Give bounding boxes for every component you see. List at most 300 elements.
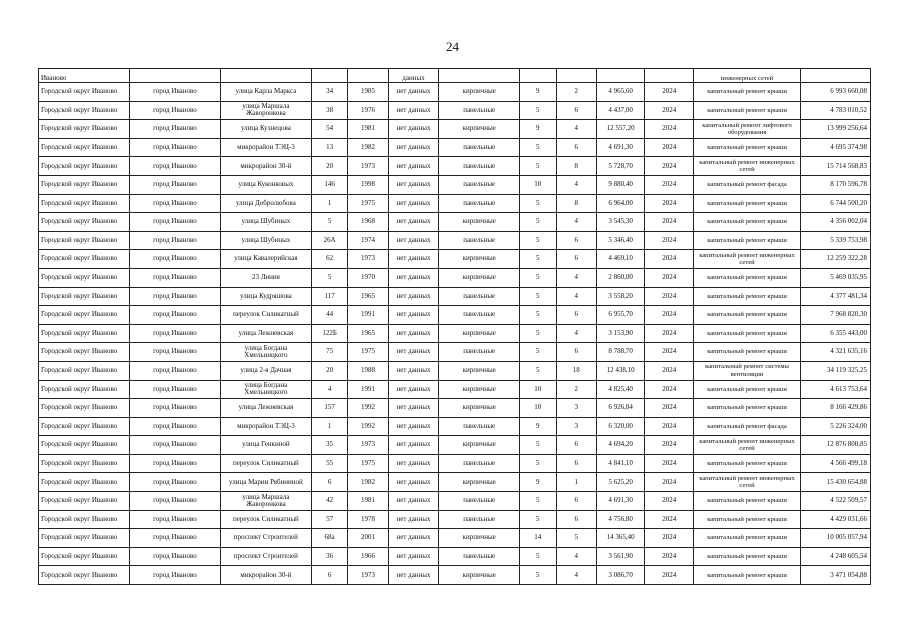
cell-house: 5 <box>311 268 347 287</box>
cell-year: 1965 <box>348 287 388 306</box>
cell-floors: 9 <box>520 120 556 139</box>
cell-floors: 5 <box>520 454 556 473</box>
cell-house: 75 <box>311 343 347 362</box>
cell-house: 157 <box>311 399 347 418</box>
cell-house: 146 <box>311 175 347 194</box>
cell-area <box>596 69 645 83</box>
cell-area: 6 964,00 <box>596 194 645 213</box>
cell-street <box>220 69 311 83</box>
table-row <box>39 454 871 473</box>
cell-municipality: Городской округ Иваново <box>39 417 130 436</box>
cell-work-type: капитальный ремонт крыши <box>693 399 800 418</box>
cell-area: 4 825,40 <box>596 380 645 399</box>
cell-plan-year: 2024 <box>645 547 694 566</box>
cell-area: 5 346,40 <box>596 231 645 250</box>
cell-street: микрорайон 30-й <box>220 157 311 176</box>
table-row <box>39 417 871 436</box>
cell-wall-material: панельные <box>439 510 520 529</box>
cell-municipality: Городской округ Иваново <box>39 473 130 492</box>
cell-year: 1988 <box>348 361 388 380</box>
cell-municipality: Городской округ Иваново <box>39 175 130 194</box>
table-row <box>39 194 871 213</box>
cell-entrances <box>556 69 596 83</box>
cell-plan-year: 2024 <box>645 566 694 585</box>
cell-work-type: капитальный ремонт инженерных сетей <box>693 473 800 492</box>
cell-year: 1975 <box>348 454 388 473</box>
cell-house: 6 <box>311 566 347 585</box>
cell-area: 9 880,40 <box>596 175 645 194</box>
cell-cost: 15 430 654,88 <box>801 473 871 492</box>
cell-area: 3 545,30 <box>596 213 645 232</box>
cell-cost: 4 321 635,16 <box>801 343 871 362</box>
cell-house: 38 <box>311 101 347 120</box>
cell-year: 1985 <box>348 83 388 102</box>
cell-street: переулок Силикатный <box>220 454 311 473</box>
cell-street: улица Кудряшова <box>220 287 311 306</box>
cell-settlement: город Иваново <box>129 213 220 232</box>
cell-floors: 5 <box>520 138 556 157</box>
cell-floors: 5 <box>520 361 556 380</box>
cell-street: проспект Строителей <box>220 529 311 548</box>
cell-work-type: капитальный ремонт фасада <box>693 175 800 194</box>
cell-entrances: 6 <box>556 306 596 325</box>
table-row <box>39 547 871 566</box>
cell-plan-year: 2024 <box>645 120 694 139</box>
table-row <box>39 83 871 102</box>
cell-settlement: город Иваново <box>129 101 220 120</box>
cell-street: переулок Силикатный <box>220 510 311 529</box>
cell-data-status: нет данных <box>388 454 439 473</box>
cell-floors: 5 <box>520 213 556 232</box>
cell-settlement: город Иваново <box>129 380 220 399</box>
cell-wall-material: панельные <box>439 194 520 213</box>
cell-plan-year: 2024 <box>645 268 694 287</box>
cell-wall-material: панельные <box>439 287 520 306</box>
cell-floors: 5 <box>520 324 556 343</box>
cell-area: 12 557,20 <box>596 120 645 139</box>
cell-work-type: капитальный ремонт лифтового оборудования <box>693 120 800 139</box>
cell-street: переулок Силикатный <box>220 306 311 325</box>
cell-wall-material: кирпичные <box>439 213 520 232</box>
table-row <box>39 324 871 343</box>
cell-year: 2001 <box>348 529 388 548</box>
cell-work-type: капитальный ремонт крыши <box>693 231 800 250</box>
cell-house: 1 <box>311 194 347 213</box>
cell-street: улица Кузнецова <box>220 120 311 139</box>
cell-cost: 10 005 057,94 <box>801 529 871 548</box>
table-row <box>39 231 871 250</box>
cell-street: улица Марии Рябининой <box>220 473 311 492</box>
page-number: 24 <box>446 39 459 54</box>
table-row <box>39 361 871 380</box>
cell-year: 1976 <box>348 101 388 120</box>
cell-cost: 6 993 660,08 <box>801 83 871 102</box>
cell-municipality: Городской округ Иваново <box>39 454 130 473</box>
cell-municipality: Городской округ Иваново <box>39 510 130 529</box>
cell-year: 1968 <box>348 213 388 232</box>
table-row <box>39 120 871 139</box>
cell-plan-year: 2024 <box>645 324 694 343</box>
cell-plan-year: 2024 <box>645 101 694 120</box>
cell-cost: 3 471 054,88 <box>801 566 871 585</box>
cell-house: 34 <box>311 83 347 102</box>
cell-settlement: город Иваново <box>129 547 220 566</box>
table-row <box>39 399 871 418</box>
cell-floors: 10 <box>520 399 556 418</box>
cell-year: 1973 <box>348 250 388 269</box>
cell-street: микрорайон 30-й <box>220 566 311 585</box>
cell-municipality: Городской округ Иваново <box>39 101 130 120</box>
cell-entrances: 1 <box>556 473 596 492</box>
cell-house: 1 <box>311 417 347 436</box>
cell-street: улица Добролюбова <box>220 194 311 213</box>
cell-settlement: город Иваново <box>129 324 220 343</box>
cell-year: 1981 <box>348 120 388 139</box>
cell-street: улица Маршала Жаворонкова <box>220 101 311 120</box>
cell-wall-material: панельные <box>439 306 520 325</box>
cell-street: улица Шубиных <box>220 231 311 250</box>
cell-year: 1970 <box>348 268 388 287</box>
cell-work-type: капитальный ремонт крыши <box>693 454 800 473</box>
cell-plan-year: 2024 <box>645 380 694 399</box>
cell-area: 4 756,80 <box>596 510 645 529</box>
cell-settlement: город Иваново <box>129 454 220 473</box>
cell-year: 1978 <box>348 510 388 529</box>
cell-entrances: 4 <box>556 120 596 139</box>
cell-cost: 12 876 800,85 <box>801 436 871 455</box>
cell-entrances: 6 <box>556 343 596 362</box>
cell-area: 4 841,10 <box>596 454 645 473</box>
cell-data-status: нет данных <box>388 380 439 399</box>
cell-wall-material: кирпичные <box>439 399 520 418</box>
cell-floors: 10 <box>520 175 556 194</box>
cell-area: 4 469,10 <box>596 250 645 269</box>
table-row <box>39 380 871 399</box>
cell-entrances: 5 <box>556 529 596 548</box>
cell-area: 6 955,70 <box>596 306 645 325</box>
cell-year <box>348 69 388 83</box>
cell-work-type: капитальный ремонт крыши <box>693 324 800 343</box>
cell-entrances: 18 <box>556 361 596 380</box>
cell-municipality: Городской округ Иваново <box>39 380 130 399</box>
cell-settlement: город Иваново <box>129 417 220 436</box>
cell-street: улица Карла Маркса <box>220 83 311 102</box>
cell-wall-material: панельные <box>439 175 520 194</box>
cell-settlement: город Иваново <box>129 566 220 585</box>
cell-area: 4 691,30 <box>596 492 645 511</box>
cell-settlement: город Иваново <box>129 436 220 455</box>
cell-house <box>311 69 347 83</box>
cell-street: улица Маршала Жаворонкова <box>220 492 311 511</box>
table-body <box>39 69 871 585</box>
cell-house: 44 <box>311 306 347 325</box>
cell-wall-material: панельные <box>439 417 520 436</box>
cell-work-type: капитальный ремонт крыши <box>693 343 800 362</box>
cell-year: 1998 <box>348 175 388 194</box>
cell-plan-year: 2024 <box>645 510 694 529</box>
cell-entrances: 4 <box>556 287 596 306</box>
cell-municipality: Городской округ Иваново <box>39 120 130 139</box>
cell-wall-material: кирпичные <box>439 268 520 287</box>
cell-street: улица Кавалерийская <box>220 250 311 269</box>
cell-cost: 13 999 256,64 <box>801 120 871 139</box>
cell-settlement: город Иваново <box>129 268 220 287</box>
cell-cost: 6 744 500,20 <box>801 194 871 213</box>
cell-plan-year: 2024 <box>645 138 694 157</box>
cell-entrances: 8 <box>556 157 596 176</box>
cell-floors: 5 <box>520 101 556 120</box>
cell-work-type: капитальный ремонт крыши <box>693 287 800 306</box>
cell-entrances: 6 <box>556 231 596 250</box>
cell-wall-material <box>439 69 520 83</box>
cell-municipality: Городской округ Иваново <box>39 399 130 418</box>
cell-street: улица Лежневская <box>220 324 311 343</box>
cell-floors: 9 <box>520 83 556 102</box>
cell-municipality: Иваново <box>39 69 130 83</box>
cell-entrances: 6 <box>556 250 596 269</box>
cell-entrances: 6 <box>556 492 596 511</box>
cell-plan-year: 2024 <box>645 473 694 492</box>
cell-area: 4 437,00 <box>596 101 645 120</box>
cell-cost: 34 119 325,25 <box>801 361 871 380</box>
cell-settlement: город Иваново <box>129 510 220 529</box>
cell-settlement: город Иваново <box>129 120 220 139</box>
cell-entrances: 4 <box>556 268 596 287</box>
cell-settlement: город Иваново <box>129 361 220 380</box>
cell-work-type: капитальный ремонт инженерных сетей <box>693 250 800 269</box>
cell-settlement: город Иваново <box>129 529 220 548</box>
cell-plan-year: 2024 <box>645 194 694 213</box>
cell-entrances: 4 <box>556 324 596 343</box>
cell-house: 35 <box>311 436 347 455</box>
cell-year: 1991 <box>348 306 388 325</box>
cell-year: 1973 <box>348 436 388 455</box>
table-row <box>39 138 871 157</box>
cell-wall-material: кирпичные <box>439 566 520 585</box>
cell-floors: 5 <box>520 436 556 455</box>
cell-plan-year: 2024 <box>645 436 694 455</box>
table-row <box>39 268 871 287</box>
cell-cost: 4 429 031,66 <box>801 510 871 529</box>
cell-area: 14 365,40 <box>596 529 645 548</box>
cell-street: улица Богдана Хмельницкого <box>220 343 311 362</box>
cell-cost: 7 968 820,30 <box>801 306 871 325</box>
table-row <box>39 250 871 269</box>
cell-floors <box>520 69 556 83</box>
cell-work-type: капитальный ремонт крыши <box>693 268 800 287</box>
table-row <box>39 566 871 585</box>
cell-work-type: капитальный ремонт крыши <box>693 380 800 399</box>
cell-area: 4 691,30 <box>596 138 645 157</box>
cell-street: микрорайон ТЭЦ-3 <box>220 417 311 436</box>
cell-street: улица Лежневская <box>220 399 311 418</box>
cell-settlement: город Иваново <box>129 138 220 157</box>
cell-municipality: Городской округ Иваново <box>39 138 130 157</box>
cell-house: 20 <box>311 361 347 380</box>
cell-data-status: нет данных <box>388 194 439 213</box>
cell-plan-year: 2024 <box>645 492 694 511</box>
cell-data-status: нет данных <box>388 250 439 269</box>
cell-data-status: нет данных <box>388 324 439 343</box>
cell-house: 5 <box>311 213 347 232</box>
cell-data-status: нет данных <box>388 399 439 418</box>
cell-data-status: нет данных <box>388 83 439 102</box>
cell-settlement: город Иваново <box>129 306 220 325</box>
cell-year: 1975 <box>348 194 388 213</box>
cell-wall-material: панельные <box>439 101 520 120</box>
cell-municipality: Городской округ Иваново <box>39 529 130 548</box>
cell-floors: 14 <box>520 529 556 548</box>
cell-area: 3 086,70 <box>596 566 645 585</box>
cell-municipality: Городской округ Иваново <box>39 194 130 213</box>
cell-wall-material: кирпичные <box>439 120 520 139</box>
cell-municipality: Городской округ Иваново <box>39 361 130 380</box>
cell-house: 4 <box>311 380 347 399</box>
cell-municipality: Городской округ Иваново <box>39 306 130 325</box>
cell-street: улица Богдана Хмельницкого <box>220 380 311 399</box>
cell-area: 8 788,70 <box>596 343 645 362</box>
cell-house: 42 <box>311 492 347 511</box>
cell-settlement: город Иваново <box>129 83 220 102</box>
cell-floors: 5 <box>520 510 556 529</box>
cell-floors: 5 <box>520 231 556 250</box>
cell-plan-year: 2024 <box>645 287 694 306</box>
cell-entrances: 6 <box>556 510 596 529</box>
cell-cost: 12 259 322,28 <box>801 250 871 269</box>
cell-entrances: 3 <box>556 399 596 418</box>
cell-work-type: капитальный ремонт крыши <box>693 529 800 548</box>
cell-work-type: инженерных сетей <box>693 69 800 83</box>
cell-cost: 5 226 324,00 <box>801 417 871 436</box>
table-row <box>39 287 871 306</box>
cell-area: 2 860,00 <box>596 268 645 287</box>
cell-street: улица Шубиных <box>220 213 311 232</box>
cell-wall-material: кирпичные <box>439 361 520 380</box>
cell-work-type: капитальный ремонт крыши <box>693 510 800 529</box>
cell-data-status: нет данных <box>388 343 439 362</box>
cell-data-status: данных <box>388 69 439 83</box>
cell-plan-year: 2024 <box>645 343 694 362</box>
cell-data-status: нет данных <box>388 175 439 194</box>
cell-work-type: капитальный ремонт крыши <box>693 213 800 232</box>
cell-municipality: Городской округ Иваново <box>39 343 130 362</box>
cell-cost: 4 695 374,98 <box>801 138 871 157</box>
cell-entrances: 4 <box>556 547 596 566</box>
cell-wall-material: панельные <box>439 231 520 250</box>
table-row <box>39 492 871 511</box>
cell-municipality: Городской округ Иваново <box>39 157 130 176</box>
cell-data-status: нет данных <box>388 101 439 120</box>
cell-cost <box>801 69 871 83</box>
cell-plan-year: 2024 <box>645 306 694 325</box>
cell-year: 1975 <box>348 343 388 362</box>
cell-work-type: капитальный ремонт крыши <box>693 306 800 325</box>
cell-data-status: нет данных <box>388 566 439 585</box>
cell-plan-year: 2024 <box>645 157 694 176</box>
cell-floors: 5 <box>520 547 556 566</box>
cell-area: 3 561,90 <box>596 547 645 566</box>
cell-plan-year: 2024 <box>645 361 694 380</box>
cell-data-status: нет данных <box>388 547 439 566</box>
cell-wall-material: панельные <box>439 343 520 362</box>
cell-work-type: капитальный ремонт крыши <box>693 138 800 157</box>
cell-house: 117 <box>311 287 347 306</box>
cell-data-status: нет данных <box>388 417 439 436</box>
cell-wall-material: панельные <box>439 547 520 566</box>
cell-plan-year: 2024 <box>645 250 694 269</box>
cell-year: 1992 <box>348 399 388 418</box>
cell-municipality: Городской округ Иваново <box>39 213 130 232</box>
cell-floors: 5 <box>520 566 556 585</box>
cell-work-type: капитальный ремонт крыши <box>693 83 800 102</box>
cell-house: 57 <box>311 510 347 529</box>
cell-year: 1965 <box>348 324 388 343</box>
cell-wall-material: кирпичные <box>439 250 520 269</box>
cell-data-status: нет данных <box>388 436 439 455</box>
cell-area: 3 558,20 <box>596 287 645 306</box>
cell-house: 36 <box>311 547 347 566</box>
cell-municipality: Городской округ Иваново <box>39 324 130 343</box>
cell-cost: 6 355 443,00 <box>801 324 871 343</box>
cell-settlement: город Иваново <box>129 175 220 194</box>
cell-wall-material: панельные <box>439 492 520 511</box>
cell-work-type: капитальный ремонт инженерных сетей <box>693 157 800 176</box>
cell-floors: 10 <box>520 380 556 399</box>
cell-work-type: капитальный ремонт крыши <box>693 194 800 213</box>
cell-data-status: нет данных <box>388 473 439 492</box>
cell-municipality: Городской округ Иваново <box>39 250 130 269</box>
cell-house: 13 <box>311 138 347 157</box>
cell-municipality: Городской округ Иваново <box>39 268 130 287</box>
table-row <box>39 510 871 529</box>
cell-wall-material: кирпичные <box>439 324 520 343</box>
cell-house: 54 <box>311 120 347 139</box>
cell-wall-material: панельные <box>439 454 520 473</box>
cell-year: 1982 <box>348 473 388 492</box>
cell-settlement: город Иваново <box>129 492 220 511</box>
cell-municipality: Городской округ Иваново <box>39 547 130 566</box>
cell-data-status: нет данных <box>388 157 439 176</box>
cell-entrances: 6 <box>556 454 596 473</box>
cell-wall-material: кирпичные <box>439 380 520 399</box>
cell-entrances: 4 <box>556 175 596 194</box>
cell-data-status: нет данных <box>388 529 439 548</box>
cell-data-status: нет данных <box>388 510 439 529</box>
cell-settlement: город Иваново <box>129 287 220 306</box>
cell-municipality: Городской округ Иваново <box>39 287 130 306</box>
cell-settlement: город Иваново <box>129 399 220 418</box>
cell-settlement: город Иваново <box>129 194 220 213</box>
cell-year: 1973 <box>348 157 388 176</box>
cell-work-type: капитальный ремонт инженерных сетей <box>693 436 800 455</box>
cell-plan-year: 2024 <box>645 83 694 102</box>
cell-year: 1966 <box>348 547 388 566</box>
cell-municipality: Городской округ Иваново <box>39 231 130 250</box>
cell-area: 5 728,70 <box>596 157 645 176</box>
cell-house: 122Б <box>311 324 347 343</box>
cell-plan-year: 2024 <box>645 529 694 548</box>
cell-cost: 4 356 002,04 <box>801 213 871 232</box>
cell-house: 6 <box>311 473 347 492</box>
cell-municipality: Городской округ Иваново <box>39 83 130 102</box>
cell-year: 1992 <box>348 417 388 436</box>
cell-cost: 4 522 509,57 <box>801 492 871 511</box>
cell-settlement: город Иваново <box>129 231 220 250</box>
cell-year: 1991 <box>348 380 388 399</box>
cell-plan-year: 2024 <box>645 213 694 232</box>
cell-floors: 9 <box>520 473 556 492</box>
cell-floors: 9 <box>520 417 556 436</box>
